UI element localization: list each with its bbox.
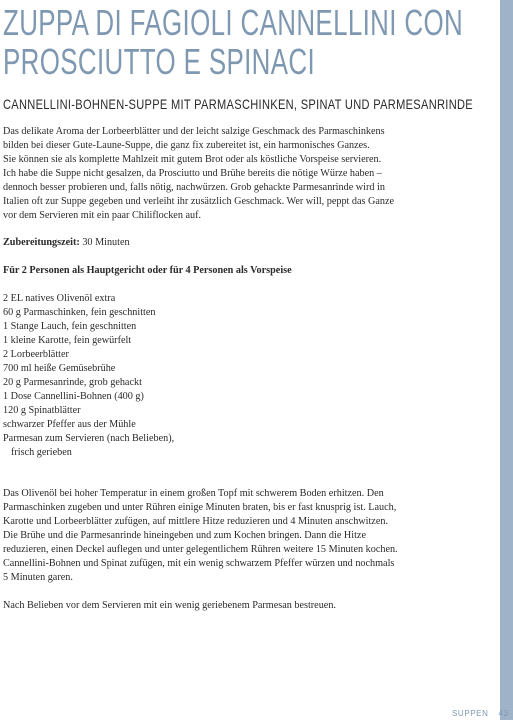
ingredient-item: schwarzer Pfeffer aus der Mühle [3, 419, 136, 430]
method-line: Parmaschinken zugeben und unter Rühren einige Minuten braten, bis er fast knusprig ist. Lauch, [3, 502, 397, 513]
prep-time-value: 30 Minuten [82, 237, 130, 248]
recipe-title-line-1: ZUPPA DI FAGIOLI CANNELLINI CON [3, 2, 464, 43]
prep-time [3, 236, 130, 250]
ingredient-item: 2 Lorbeerblätter [3, 349, 69, 360]
recipe-subtitle: CANNELLINI-BOHNEN-SUPPE MIT PARMASCHINKEN, SPINAT UND PARMESANRINDE [3, 96, 474, 112]
method-line: Cannellini-Bohnen und Spinat zufügen, mit ein wenig schwarzem Pfeffer würzen und nochmals [3, 558, 395, 569]
ingredient-item: Parmesan zum Servieren (nach Belieben), [3, 433, 175, 444]
recipe-title [3, 2, 464, 82]
intro-line: Sie können sie als komplette Mahlzeit mit gutem Brot oder als köstliche Vorspeise servieren. [3, 154, 382, 165]
intro-line: Ich habe die Suppe nicht gesalzen, da Prosciutto und Brühe bereits die nötige Würze haben – [3, 168, 382, 179]
ingredient-item: 60 g Parmaschinken, fein geschnitten [3, 307, 156, 318]
section-name: SUPPEN [452, 709, 489, 718]
intro-line: bilden bei dieser Gute-Laune-Suppe, die ganz fix zubereitet ist, ein harmonisches Ganzes. [3, 140, 370, 151]
method-paragraph [3, 487, 398, 585]
intro-paragraph [3, 125, 394, 223]
method-line: Das Olivenöl bei hoher Temperatur in einem großen Topf mit schwerem Boden erhitzen. Den [3, 488, 384, 499]
ingredient-item: 700 ml heiße Gemüsebrühe [3, 363, 116, 374]
method-line: reduzieren, einen Deckel auflegen und unter gelegentlichem Rühren weitere 15 Minuten kochen. [3, 544, 398, 555]
intro-line: dennoch besser probieren und, falls nötig, nachwürzen. Grob gehackte Parmesanrinde wird in [3, 182, 385, 193]
page-footer [452, 709, 509, 718]
method-line: Karotte und Lorbeerblätter zufügen, auf mittlere Hitze reduzieren und 4 Minuten anschwitzen. [3, 516, 388, 527]
method-line: 5 Minuten garen. [3, 572, 73, 583]
ingredient-item: 120 g Spinatblätter [3, 405, 81, 416]
ingredient-item: 1 Stange Lauch, fein geschnitten [3, 321, 137, 332]
page-edge-bar [500, 0, 513, 720]
page-number: 43 [498, 709, 509, 718]
recipe-title-line-2: PROSCIUTTO E SPINACI [3, 41, 316, 82]
ingredient-item: 1 Dose Cannellini-Bohnen (400 g) [3, 391, 144, 402]
servings-info: Für 2 Personen als Hauptgericht oder für 4 Personen als Vorspeise [3, 265, 292, 276]
ingredient-item: 20 g Parmesanrinde, grob gehackt [3, 377, 142, 388]
prep-time-label: Zubereitungszeit: [3, 237, 80, 248]
ingredient-item: 2 EL natives Olivenöl extra [3, 293, 116, 304]
ingredient-item: 1 kleine Karotte, fein gewürfelt [3, 335, 132, 346]
method-line: Die Brühe und die Parmesanrinde hineingeben und zum Kochen bringen. Dann die Hitze [3, 530, 366, 541]
intro-line: Italien oft zur Suppe gegeben und verleiht ihr zusätzlich Geschmack. Wer will, peppt das Ganze [3, 196, 395, 207]
intro-line: vor dem Servieren mit ein paar Chiliflocken auf. [3, 210, 202, 221]
ingredient-item: frisch gerieben [11, 447, 72, 458]
intro-line: Das delikate Aroma der Lorbeerblätter und der leicht salzige Geschmack des Parmaschinkens [3, 126, 385, 137]
serving-note: Nach Belieben vor dem Servieren mit ein wenig geriebenem Parmesan bestreuen. [3, 600, 336, 611]
ingredient-list [3, 292, 174, 460]
